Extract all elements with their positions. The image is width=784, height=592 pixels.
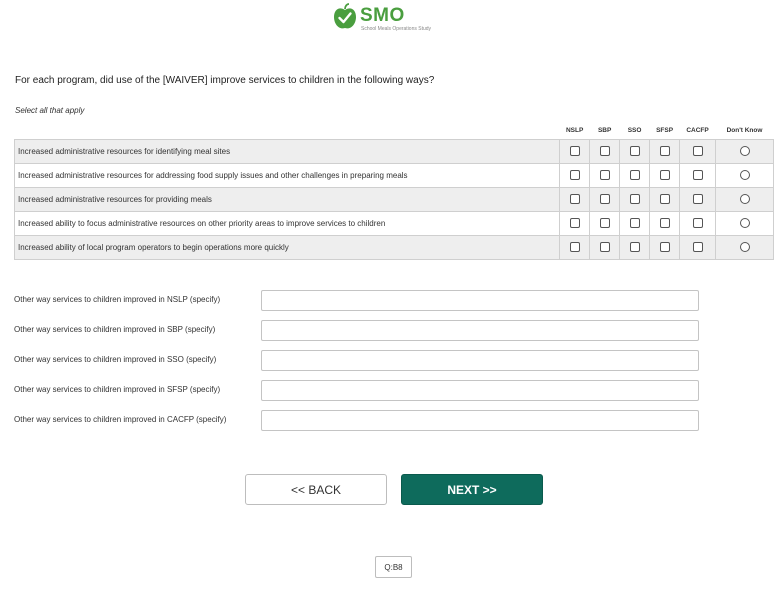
instruction-text: Select all that apply (15, 106, 85, 115)
other-nslp-input[interactable] (261, 290, 699, 311)
grid-row (15, 235, 774, 259)
sfsp-checkbox[interactable] (660, 218, 670, 228)
other-sfsp-input[interactable] (261, 380, 699, 401)
cacfp-checkbox[interactable] (693, 170, 703, 180)
cacfp-checkbox[interactable] (693, 146, 703, 156)
apple-check-icon (333, 3, 357, 31)
sso-checkbox[interactable] (630, 170, 640, 180)
other-sso-label: Other way services to children improved in SSO (specify) (14, 355, 217, 364)
dont-know-radio[interactable] (740, 170, 750, 180)
grid-row (15, 139, 774, 163)
row-label: Increased administrative resources for providing meals (15, 187, 560, 211)
dont-know-radio[interactable] (740, 194, 750, 204)
sfsp-checkbox[interactable] (660, 194, 670, 204)
dont-know-radio[interactable] (740, 146, 750, 156)
sfsp-checkbox[interactable] (660, 146, 670, 156)
sso-checkbox[interactable] (630, 218, 640, 228)
other-sfsp-label: Other way services to children improved in SFSP (specify) (14, 385, 221, 394)
other-nslp-row (14, 290, 704, 311)
sbp-checkbox[interactable] (600, 194, 610, 204)
question-text: For each program, did use of the [WAIVER] improve services to children in the following ways? (15, 75, 435, 86)
row-label: Increased administrative resources for addressing food supply issues and other challenges in preparing meals (15, 163, 560, 187)
nslp-checkbox[interactable] (570, 170, 580, 180)
dont-know-radio[interactable] (740, 218, 750, 228)
other-sbp-input[interactable] (261, 320, 699, 341)
cacfp-checkbox[interactable] (693, 242, 703, 252)
column-header-sfsp: SFSP (656, 127, 674, 135)
column-header-sbp: SBP (597, 127, 612, 135)
nslp-checkbox[interactable] (570, 146, 580, 156)
next-button[interactable]: NEXT >> (401, 474, 543, 505)
row-label: Increased administrative resources for identifying meal sites (15, 139, 560, 163)
column-header-nslp: NSLP (565, 127, 584, 135)
other-cacfp-label: Other way services to children improved in CACFP (specify) (14, 415, 227, 424)
sbp-checkbox[interactable] (600, 242, 610, 252)
logo-subtitle: School Meals Operations Study (361, 26, 432, 32)
other-cacfp-input[interactable] (261, 410, 699, 431)
other-sfsp-row (14, 380, 704, 401)
other-sso-input[interactable] (261, 350, 699, 371)
nslp-checkbox[interactable] (570, 194, 580, 204)
row-label: Increased ability to focus administrative resources on other priority areas to improve services to children (15, 211, 560, 235)
other-sbp-label: Other way services to children improved in SBP (specify) (14, 325, 216, 334)
grid-row (15, 163, 774, 187)
column-header-sso: SSO (627, 127, 642, 135)
sbp-checkbox[interactable] (600, 218, 610, 228)
row-label: Increased ability of local program operators to begin operations more quickly (15, 235, 560, 259)
sfsp-checkbox[interactable] (660, 170, 670, 180)
nslp-checkbox[interactable] (570, 218, 580, 228)
column-header-dont-know: Don't Know (726, 127, 763, 135)
grid-row (15, 187, 774, 211)
response-grid (14, 123, 774, 260)
question-id-badge: Q:B8 (375, 556, 412, 578)
smo-logo (333, 3, 443, 35)
other-sso-row (14, 350, 704, 371)
cacfp-checkbox[interactable] (693, 218, 703, 228)
sso-checkbox[interactable] (630, 242, 640, 252)
grid-header-blank (15, 123, 560, 139)
back-button[interactable]: << BACK (245, 474, 387, 505)
other-sbp-row (14, 320, 704, 341)
nslp-checkbox[interactable] (570, 242, 580, 252)
sso-checkbox[interactable] (630, 194, 640, 204)
logo-text: SMO (360, 5, 405, 26)
other-nslp-label: Other way services to children improved in NSLP (specify) (14, 295, 221, 304)
sbp-checkbox[interactable] (600, 146, 610, 156)
sbp-checkbox[interactable] (600, 170, 610, 180)
cacfp-checkbox[interactable] (693, 194, 703, 204)
dont-know-radio[interactable] (740, 242, 750, 252)
other-cacfp-row (14, 410, 704, 431)
grid-header-row (15, 123, 774, 139)
column-header-cacfp: CACFP (686, 127, 709, 135)
grid-row (15, 211, 774, 235)
sfsp-checkbox[interactable] (660, 242, 670, 252)
sso-checkbox[interactable] (630, 146, 640, 156)
